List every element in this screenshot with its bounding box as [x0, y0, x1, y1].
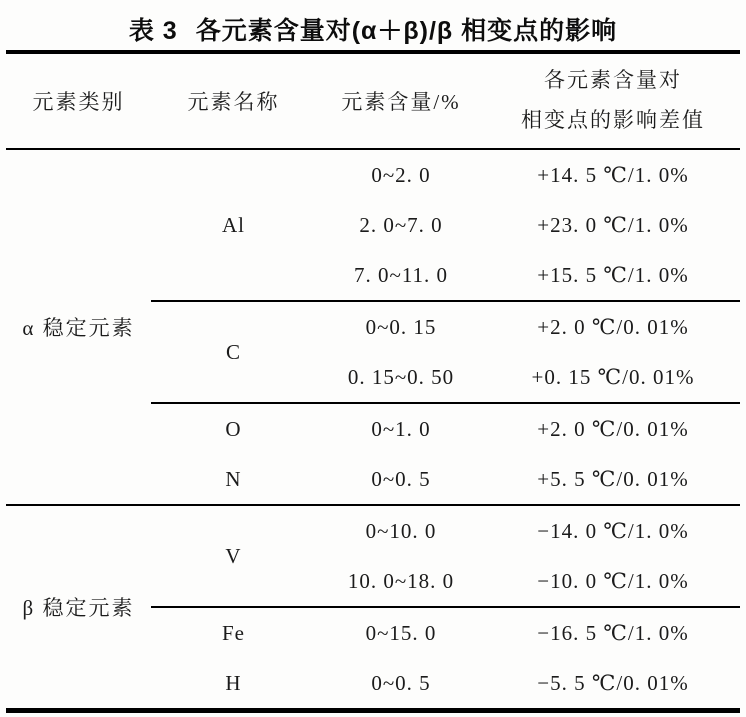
element-cell-al: Al — [151, 149, 316, 301]
range-cell: 0~15. 0 — [365, 620, 437, 645]
element-cell-h: H — [225, 670, 242, 695]
effect-cell: +2. 0 ℃/0. 01% — [537, 314, 689, 339]
header-content: 元素含量/% — [316, 52, 486, 149]
range-cell: 10. 0~18. 0 — [316, 556, 486, 607]
range-cell: 0~2. 0 — [371, 162, 431, 187]
effect-cell: −10. 0 ℃/1. 0% — [486, 556, 740, 607]
table-title — [6, 8, 740, 50]
effect-cell: +5. 5 ℃/0. 01% — [486, 454, 740, 505]
header-effect — [486, 52, 740, 149]
effect-cell: +23. 0 ℃/1. 0% — [537, 212, 689, 237]
effect-cell: −16. 5 ℃/1. 0% — [537, 620, 689, 645]
table-row — [6, 505, 740, 556]
table-title-text: 各元素含量对(α＋β)/β 相变点的影响 — [195, 17, 618, 45]
header-element: 元素名称 — [151, 52, 316, 149]
range-cell: 0~0. 5 — [371, 670, 431, 695]
header-row — [6, 52, 740, 149]
range-cell: 2. 0~7. 0 — [359, 212, 443, 237]
effect-cell: +2. 0 ℃/0. 01% — [537, 416, 689, 441]
range-cell: 0~1. 0 — [371, 416, 431, 441]
element-cell-c: C — [151, 301, 316, 403]
range-cell: 0~10. 0 — [365, 518, 437, 543]
header-category: 元素类别 — [6, 52, 151, 149]
element-cell-o: O — [225, 416, 242, 441]
effect-cell: +14. 5 ℃/1. 0% — [537, 162, 689, 187]
phase-transition-table — [6, 50, 740, 713]
header-effect-line2: 相变点的影响差值 — [521, 108, 705, 132]
element-cell-v: V — [151, 505, 316, 607]
effect-cell: +15. 5 ℃/1. 0% — [486, 250, 740, 301]
range-cell: 7. 0~11. 0 — [316, 250, 486, 301]
range-cell: 0~0. 15 — [365, 314, 437, 339]
element-cell-fe: Fe — [222, 620, 245, 645]
element-cell-n: N — [151, 454, 316, 505]
effect-cell: −14. 0 ℃/1. 0% — [537, 518, 689, 543]
header-effect-line1: 各元素含量对 — [544, 68, 682, 93]
category-cell-alpha: α 稳定元素 — [6, 149, 151, 505]
effect-cell: +0. 15 ℃/0. 01% — [486, 352, 740, 403]
range-cell: 0~0. 5 — [316, 454, 486, 505]
table-number: 表 3 — [128, 17, 178, 45]
table-row — [6, 149, 740, 200]
range-cell: 0. 15~0. 50 — [316, 352, 486, 403]
category-cell-beta: β 稳定元素 — [22, 596, 135, 620]
effect-cell: −5. 5 ℃/0. 01% — [537, 670, 689, 695]
